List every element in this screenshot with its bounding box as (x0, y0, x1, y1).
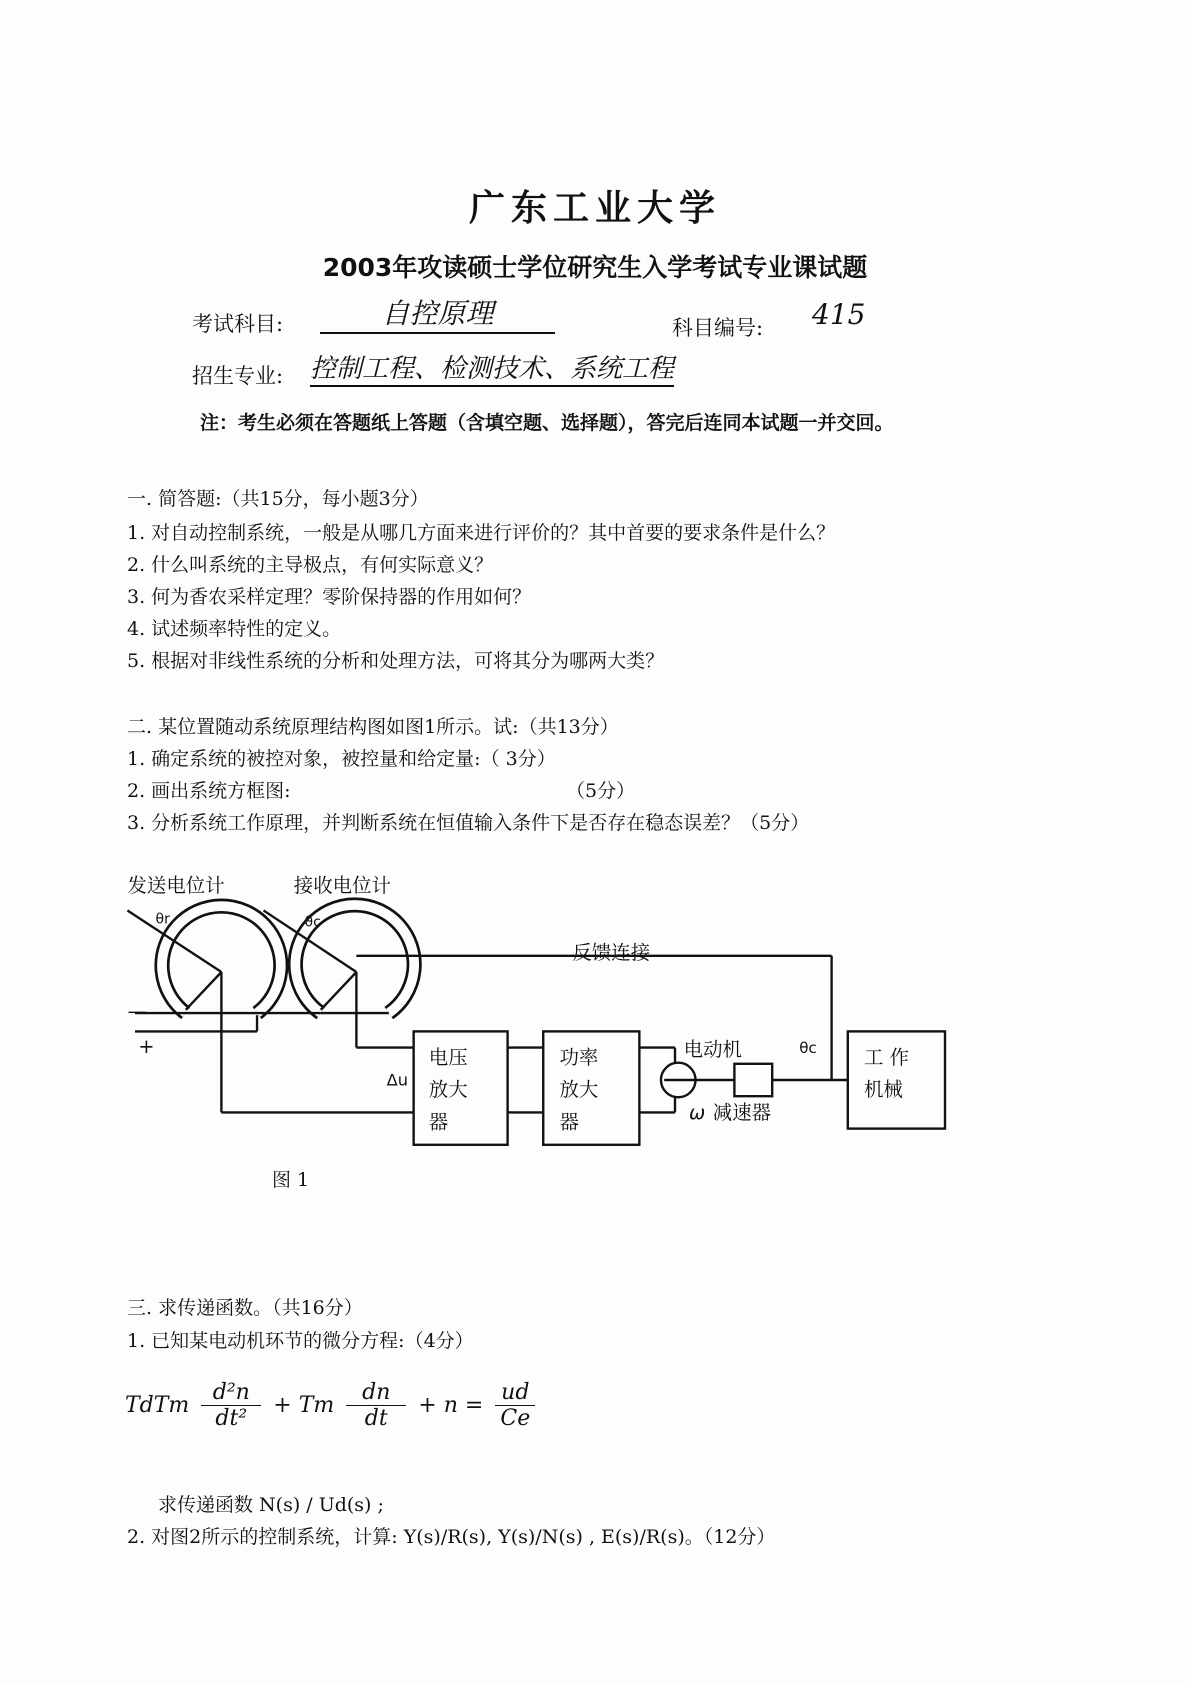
eq-term-2: + Tm (273, 1393, 335, 1418)
question-2-2-score: （5分） (566, 780, 636, 802)
voltage-amp-text-2: 放大 (428, 1078, 468, 1102)
receiver-pot-label: 接收电位计 (293, 874, 391, 898)
question-2-3: 3. 分析系统工作原理，并判断系统在恒值输入条件下是否存在稳态误差？（5分） (127, 812, 810, 834)
reducer-label: 减速器 (712, 1100, 772, 1124)
feedback-label: 反馈连接 (572, 941, 651, 965)
minus-label: — (127, 999, 147, 1023)
question-2-2: 2. 画出系统方框图: (127, 780, 291, 802)
exam-note: 注：考生必须在答题纸上答题（含填空题、选择题），答完后连同本试题一并交回。 (200, 412, 894, 434)
subject-value: 自控原理 (320, 292, 555, 334)
eq-frac2-den: dt (346, 1405, 406, 1431)
theta-c-label: θc (799, 1039, 817, 1057)
theta-r-label: θr (155, 911, 170, 928)
question-3-1: 1. 已知某电动机环节的微分方程:（4分） (127, 1330, 474, 1352)
code-label: 科目编号: (672, 316, 764, 340)
figure-1-diagram (0, 864, 1188, 1188)
machine-text-1: 工 作 (864, 1045, 910, 1069)
code-value: 415 (812, 298, 866, 331)
eq-term-1: TdTm (125, 1393, 190, 1418)
eq-rhs-num: ud (501, 1380, 530, 1405)
voltage-amp-text-1: 电压 (428, 1045, 468, 1069)
power-amp-text-2: 放大 (559, 1078, 599, 1102)
section3-heading: 三. 求传递函数。（共16分） (127, 1297, 363, 1319)
reducer-box (734, 1064, 772, 1096)
motor-label: 电动机 (683, 1038, 742, 1062)
section1-heading: 一. 简答题:（共15分，每小题3分） (127, 488, 429, 510)
motor-equation (125, 1380, 535, 1431)
question-1-3: 3. 何为香农采样定理？零阶保持器的作用如何？ (127, 586, 532, 608)
section2-heading: 二. 某位置随动系统原理结构图如图1所示。试:（共13分） (127, 716, 619, 738)
find-transfer-function: 求传递函数 N(s) / Ud(s) ; (158, 1494, 384, 1516)
eq-frac2-num: dn (362, 1380, 391, 1405)
question-1-2: 2. 什么叫系统的主导极点，有何实际意义？ (127, 554, 494, 576)
figure-1-caption: 图 1 (272, 1169, 310, 1191)
theta-c-pot-label: θc (304, 914, 321, 931)
question-1-4: 4. 试述频率特性的定义。 (127, 618, 342, 640)
question-3-2: 2. 对图2所示的控制系统，计算: Y(s)/R(s), Y(s)/N(s) , E(s)/R(s)。（12分） (127, 1526, 776, 1548)
subject-label: 考试科目: (192, 312, 284, 336)
eq-rhs-den: Ce (495, 1405, 535, 1431)
major-value: 控制工程、检测技术、系统工程 (310, 348, 674, 387)
omega-label: ω (689, 1100, 706, 1124)
machine-text-2: 机械 (864, 1078, 903, 1102)
eq-frac1-num: d²n (212, 1380, 250, 1405)
question-1-5: 5. 根据对非线性系统的分析和处理方法，可将其分为哪两大类？ (127, 650, 665, 672)
major-label: 招生专业: (192, 364, 284, 388)
question-1-1: 1. 对自动控制系统，一般是从哪几方面来进行评价的？其中首要的要求条件是什么？ (127, 522, 836, 544)
voltage-amp-text-3: 器 (428, 1110, 449, 1134)
plus-label: + (138, 1035, 155, 1058)
question-2-1: 1. 确定系统的被控对象，被控量和给定量:（ 3分） (127, 748, 556, 770)
sender-pot-label: 发送电位计 (127, 874, 225, 898)
delta-u-label: Δu (386, 1070, 408, 1090)
power-amp-text-3: 器 (559, 1110, 579, 1134)
exam-title: 2003年攻读硕士学位研究生入学考试专业课试题 (322, 253, 868, 282)
power-amp-text-1: 功率 (559, 1045, 599, 1069)
eq-term-3: + n = (418, 1393, 484, 1418)
university-name: 广东工业大学 (468, 187, 721, 229)
eq-frac1-den: dt² (201, 1405, 261, 1431)
